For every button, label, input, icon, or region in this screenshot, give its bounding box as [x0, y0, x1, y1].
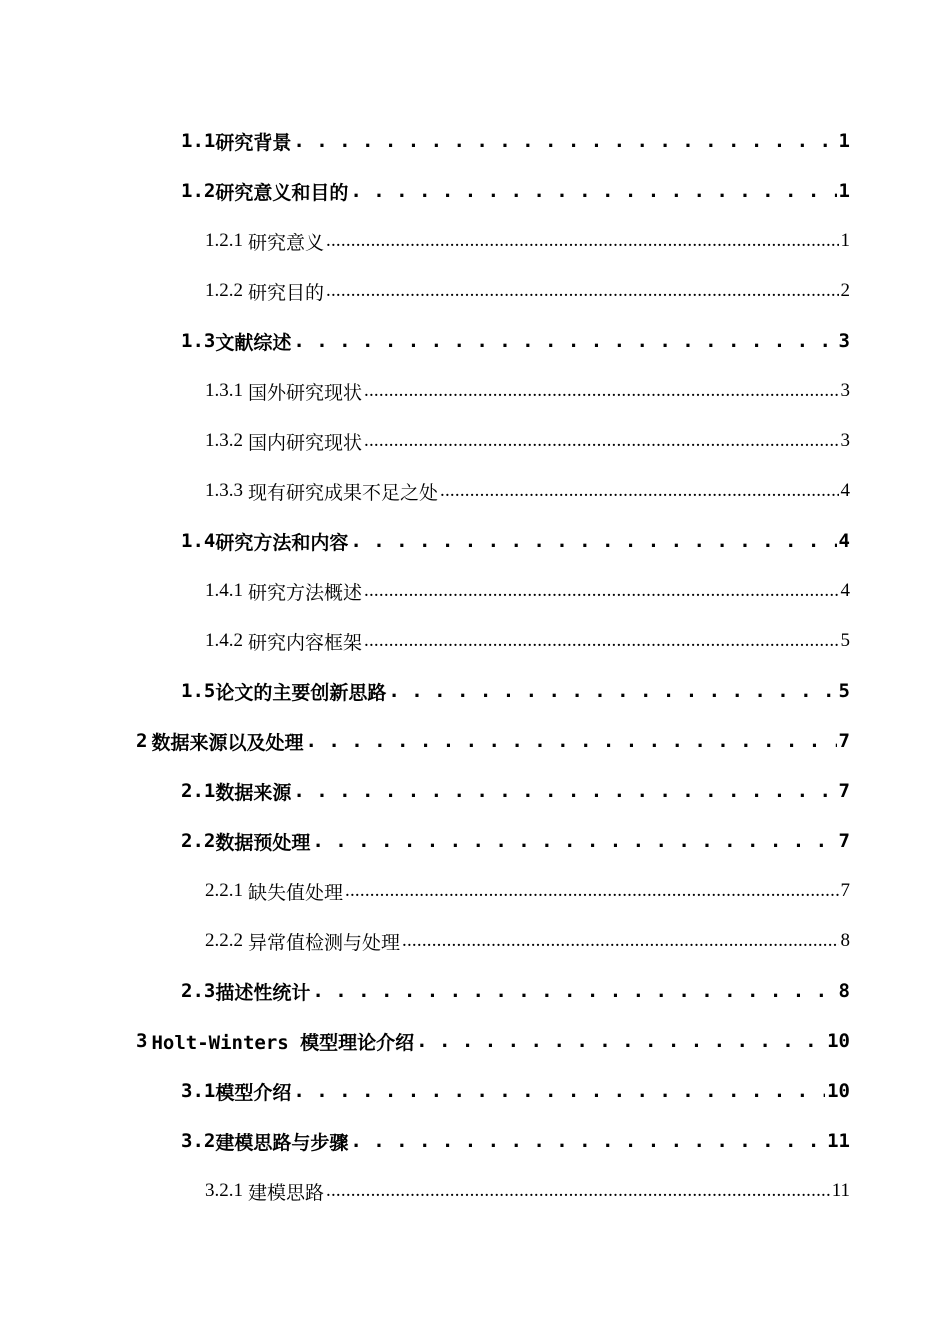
toc-entry-page-number: 1 — [838, 130, 850, 152]
toc-entry[interactable] — [0, 366, 950, 416]
toc-entry-page-number: 1 — [840, 230, 850, 251]
toc-entry-number: 1.3.1 — [205, 380, 243, 401]
toc-entry-number: 1.5 — [181, 680, 216, 702]
toc-entry[interactable] — [0, 316, 950, 366]
toc-entry[interactable] — [0, 716, 950, 766]
toc-entry-page-number: 10 — [827, 1030, 850, 1052]
toc-entry-title: 研究方法和内容 — [215, 531, 349, 554]
toc-dot-leader — [305, 730, 836, 752]
toc-entry-page-number: 7 — [838, 830, 850, 852]
toc-entry[interactable] — [0, 216, 950, 266]
toc-entry[interactable] — [0, 116, 950, 166]
toc-entry[interactable] — [0, 916, 950, 966]
table-of-contents — [0, 116, 950, 1216]
toc-entry-page-number: 8 — [838, 980, 850, 1002]
toc-entry-page-number: 3 — [840, 430, 850, 451]
toc-entry-title: 研究方法概述 — [248, 582, 363, 604]
toc-entry-number: 3.2.1 — [205, 1180, 243, 1201]
toc-entry-title: 缺失值处理 — [248, 882, 344, 904]
toc-dot-leader — [440, 480, 838, 502]
toc-dot-leader — [416, 1030, 825, 1052]
toc-entry-title: 研究背景 — [215, 131, 292, 154]
toc-dot-leader — [364, 380, 838, 402]
toc-entry-number: 1.3.2 — [205, 430, 243, 451]
toc-entry-page-number: 3 — [840, 380, 850, 401]
toc-entry-title: 描述性统计 — [215, 981, 311, 1004]
toc-entry-page-number: 4 — [840, 480, 850, 501]
toc-entry-title: 研究内容框架 — [248, 632, 363, 654]
toc-entry-number: 1.3 — [181, 330, 216, 352]
toc-entry-page-number: 1 — [838, 180, 850, 202]
toc-entry-page-number: 8 — [840, 930, 850, 951]
toc-dot-leader — [350, 1130, 825, 1152]
toc-dot-leader — [350, 530, 836, 552]
toc-dot-leader — [293, 1080, 825, 1102]
toc-entry-page-number: 5 — [840, 630, 850, 651]
toc-entry-number: 1.4 — [181, 530, 216, 552]
toc-entry-title: 国内研究现状 — [248, 432, 363, 454]
toc-entry-number: 3 — [136, 1030, 148, 1052]
toc-entry[interactable] — [0, 466, 950, 516]
toc-entry-title: 数据来源 — [215, 781, 292, 804]
toc-entry-number: 3.2 — [181, 1130, 216, 1152]
toc-entry-page-number: 11 — [831, 1180, 850, 1201]
toc-entry-page-number: 7 — [840, 880, 850, 901]
toc-entry[interactable] — [0, 1166, 950, 1216]
toc-entry[interactable] — [0, 1016, 950, 1066]
toc-dot-leader — [364, 630, 838, 652]
toc-entry-page-number: 7 — [838, 730, 850, 752]
toc-dot-leader — [293, 780, 836, 802]
toc-dot-leader — [312, 830, 836, 852]
toc-entry-number: 3.1 — [181, 1080, 216, 1102]
toc-entry-title: 研究意义和目的 — [215, 181, 349, 204]
toc-entry-number: 1.3.3 — [205, 480, 243, 501]
toc-dot-leader — [364, 430, 838, 452]
toc-entry-page-number: 7 — [838, 780, 850, 802]
toc-entry-title: 论文的主要创新思路 — [215, 681, 387, 704]
toc-entry-title: 研究目的 — [248, 282, 325, 304]
toc-entry-title: Holt-Winters 模型理论介绍 — [151, 1031, 415, 1054]
toc-entry-page-number: 2 — [840, 280, 850, 301]
toc-entry-title: 国外研究现状 — [248, 382, 363, 404]
toc-entry-number: 1.2.1 — [205, 230, 243, 251]
toc-entry[interactable] — [0, 616, 950, 666]
toc-entry-number: 1.4.2 — [205, 630, 243, 651]
toc-entry-title: 数据预处理 — [215, 831, 311, 854]
toc-entry-title: 模型介绍 — [215, 1081, 292, 1104]
toc-entry-number: 2 — [136, 730, 148, 752]
toc-entry-page-number: 5 — [838, 680, 850, 702]
toc-entry[interactable] — [0, 516, 950, 566]
toc-entry-number: 1.4.1 — [205, 580, 243, 601]
toc-entry[interactable] — [0, 1066, 950, 1116]
toc-entry-number: 1.2 — [181, 180, 216, 202]
toc-entry-title: 建模思路与步骤 — [215, 1131, 349, 1154]
toc-entry-title: 研究意义 — [248, 232, 325, 254]
toc-entry-number: 2.2.2 — [205, 930, 243, 951]
toc-entry-page-number: 4 — [838, 530, 850, 552]
toc-entry-number: 2.2 — [181, 830, 216, 852]
toc-entry[interactable] — [0, 866, 950, 916]
toc-entry-number: 2.2.1 — [205, 880, 243, 901]
toc-entry[interactable] — [0, 416, 950, 466]
toc-dot-leader — [293, 330, 836, 352]
toc-entry[interactable] — [0, 566, 950, 616]
toc-entry-title: 现有研究成果不足之处 — [248, 482, 439, 504]
toc-dot-leader — [326, 280, 838, 302]
toc-dot-leader — [388, 680, 836, 702]
toc-dot-leader — [326, 1180, 830, 1202]
toc-dot-leader — [345, 880, 838, 902]
toc-entry[interactable] — [0, 816, 950, 866]
toc-entry-title: 文献综述 — [215, 331, 292, 354]
toc-dot-leader — [312, 980, 836, 1002]
toc-entry-page-number: 11 — [827, 1130, 850, 1152]
toc-dot-leader — [293, 130, 836, 152]
toc-entry[interactable] — [0, 766, 950, 816]
toc-entry-number: 1.2.2 — [205, 280, 243, 301]
toc-entry[interactable] — [0, 1116, 950, 1166]
toc-dot-leader — [350, 180, 836, 202]
toc-entry-number: 1.1 — [181, 130, 216, 152]
toc-dot-leader — [364, 580, 838, 602]
toc-entry-title: 异常值检测与处理 — [248, 932, 401, 954]
toc-dot-leader — [402, 930, 838, 952]
toc-entry[interactable] — [0, 166, 950, 216]
toc-entry-page-number: 10 — [827, 1080, 850, 1102]
toc-entry-number: 2.3 — [181, 980, 216, 1002]
toc-entry[interactable] — [0, 666, 950, 716]
toc-entry-page-number: 4 — [840, 580, 850, 601]
toc-entry-number: 2.1 — [181, 780, 216, 802]
toc-entry-title: 数据来源以及处理 — [151, 731, 304, 754]
toc-entry[interactable] — [0, 266, 950, 316]
toc-entry[interactable] — [0, 966, 950, 1016]
toc-dot-leader — [326, 230, 838, 252]
toc-entry-page-number: 3 — [838, 330, 850, 352]
toc-entry-title: 建模思路 — [248, 1182, 325, 1204]
